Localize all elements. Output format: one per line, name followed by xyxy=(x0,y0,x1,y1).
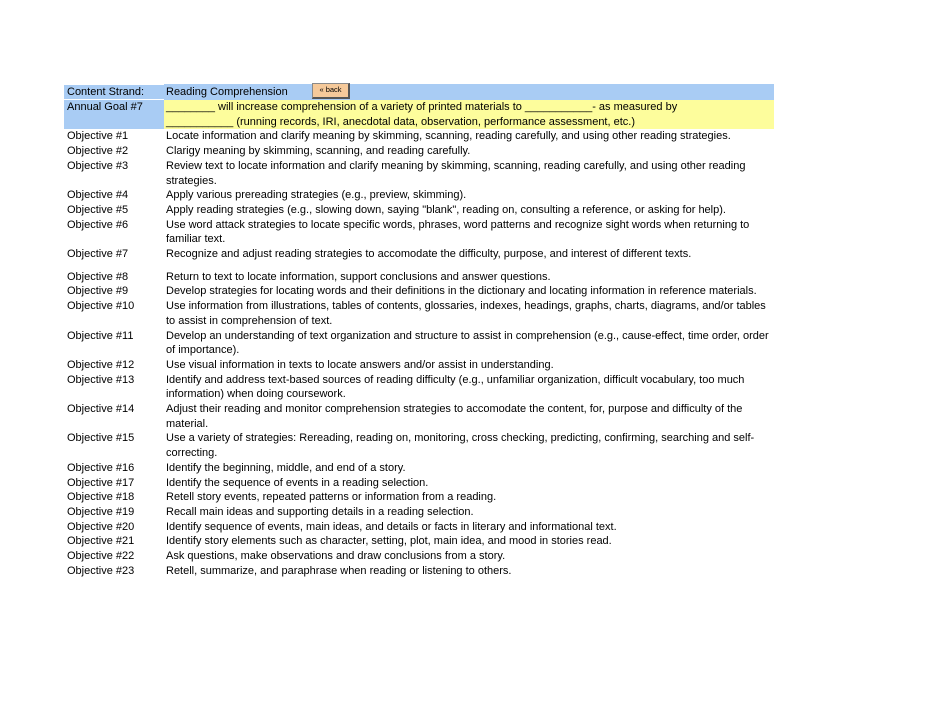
objective-label: Objective #10 xyxy=(67,300,135,313)
objective-text: Apply various prereading strategies (e.g., preview, skimming). xyxy=(166,189,467,202)
objective-text: Review text to locate information and clarify meaning by skimming, scanning, reading carefully, and using other reading strategies. xyxy=(166,159,746,187)
objective-row xyxy=(64,270,774,285)
objective-text: Identify story elements such as character, setting, plot, main idea, and mood in stories read. xyxy=(166,535,612,548)
objective-text: Identify the sequence of events in a reading selection. xyxy=(166,476,429,489)
objective-text: Retell story events, repeated patterns or information from a reading. xyxy=(166,491,497,504)
objective-label: Objective #16 xyxy=(67,461,135,474)
objective-text: Identify and address text-based sources of reading difficulty (e.g., unfamiliar organization, difficult vocabulary, too much information) when doing coursework. xyxy=(166,373,745,401)
objective-text: Use a variety of strategies: Rereading, reading on, monitoring, cross checking, predicting, confirming, searching and self-correcting. xyxy=(166,432,755,460)
objective-label: Objective #9 xyxy=(67,285,129,298)
row-spacer xyxy=(64,262,774,270)
objective-row xyxy=(64,431,774,460)
objective-row xyxy=(64,218,774,247)
objective-text: Ask questions, make observations and draw conclusions from a story. xyxy=(166,550,506,563)
objective-text: Develop an understanding of text organization and structure to assist in comprehension (e.g., cause-effect, time order, order of importance). xyxy=(166,329,769,357)
annual-goal-line-2: ___________ (running records, IRI, anecdotal data, observation, performance assessment, etc.) xyxy=(166,115,635,128)
objectives-list xyxy=(64,129,774,578)
annual-goal-text xyxy=(164,100,774,129)
objective-label: Objective #18 xyxy=(67,491,135,504)
objective-label: Objective #2 xyxy=(67,145,129,158)
objective-row xyxy=(64,188,774,203)
objective-label: Objective #21 xyxy=(67,535,135,548)
objective-text: Recognize and adjust reading strategies to accomodate the difficulty, purpose, and interest of different texts. xyxy=(166,248,692,261)
objective-text: Identify sequence of events, main ideas, and details or facts in literary and informational text. xyxy=(166,520,617,533)
objective-label: Objective #15 xyxy=(67,432,135,445)
objective-row xyxy=(64,203,774,218)
content-strand-row xyxy=(64,84,774,100)
objective-text: Locate information and clarify meaning by skimming, scanning, reading carefully, and using other reading strategies. xyxy=(166,130,731,143)
objective-row xyxy=(64,129,774,144)
objective-label: Objective #6 xyxy=(67,218,129,231)
objective-text: Clarigy meaning by skimming, scanning, and reading carefully. xyxy=(166,145,471,158)
annual-goal-line-1: ________ will increase comprehension of a variety of printed materials to ___________- as measured by xyxy=(166,101,678,113)
objective-text: Recall main ideas and supporting details in a reading selection. xyxy=(166,505,474,518)
objective-text: Retell, summarize, and paraphrase when reading or listening to others. xyxy=(166,564,512,577)
objective-row xyxy=(64,159,774,188)
objective-label: Objective #17 xyxy=(67,476,135,489)
objective-text: Use information from illustrations, tables of contents, glossaries, indexes, headings, graphs, charts, diagrams, and/or tables to assist in comprehension of text. xyxy=(166,300,766,327)
objective-row xyxy=(64,490,774,505)
objective-row xyxy=(64,144,774,159)
objective-text: Return to text to locate information, support conclusions and answer questions. xyxy=(166,270,551,283)
objective-label: Objective #11 xyxy=(67,329,134,342)
annual-goal-label: Annual Goal #7 xyxy=(64,100,164,129)
objective-row xyxy=(64,284,774,299)
objective-row xyxy=(64,549,774,564)
objective-label: Objective #13 xyxy=(67,373,135,386)
objective-text: Identify the beginning, middle, and end of a story. xyxy=(166,461,406,474)
objective-row xyxy=(64,461,774,476)
objective-text: Apply reading strategies (e.g., slowing down, saying "blank", reading on, consulting a reference, or asking for help). xyxy=(166,203,726,216)
objective-label: Objective #12 xyxy=(67,358,135,371)
objective-row xyxy=(64,299,774,328)
objective-label: Objective #1 xyxy=(67,130,129,143)
objective-row xyxy=(64,373,774,402)
objective-row xyxy=(64,358,774,373)
objective-row xyxy=(64,247,774,262)
objective-label: Objective #20 xyxy=(67,520,135,533)
annual-goal-row xyxy=(64,100,774,129)
worksheet xyxy=(64,84,774,579)
objective-row xyxy=(64,402,774,431)
objective-label: Objective #19 xyxy=(67,505,135,518)
objective-text: Use word attack strategies to locate specific words, phrases, word patterns and recognize sight words when returning to familiar text. xyxy=(166,218,750,246)
objective-text: Develop strategies for locating words and their definitions in the dictionary and locating information in reference materials. xyxy=(166,285,757,298)
objective-row xyxy=(64,564,774,579)
objective-row xyxy=(64,505,774,520)
back-button[interactable]: « back xyxy=(312,83,350,99)
objective-label: Objective #14 xyxy=(67,403,135,416)
objective-row xyxy=(64,534,774,549)
objective-row xyxy=(64,329,774,358)
objective-row xyxy=(64,520,774,535)
objective-label: Objective #7 xyxy=(67,248,129,261)
objective-row xyxy=(64,476,774,491)
content-strand-label: Content Strand: xyxy=(64,85,164,100)
objective-text: Adjust their reading and monitor comprehension strategies to accomodate the content, for, purpose and difficulty of the material. xyxy=(166,403,743,430)
content-strand-value-cell xyxy=(164,84,774,100)
objective-label: Objective #23 xyxy=(67,564,135,577)
objective-label: Objective #8 xyxy=(67,270,129,283)
objective-label: Objective #3 xyxy=(67,159,129,172)
objective-text: Use visual information in texts to locate answers and/or assist in understanding. xyxy=(166,358,554,371)
objective-label: Objective #5 xyxy=(67,203,129,216)
content-strand-value: Reading Comprehension xyxy=(166,85,288,98)
objective-label: Objective #4 xyxy=(67,189,129,202)
objective-label: Objective #22 xyxy=(67,550,135,563)
